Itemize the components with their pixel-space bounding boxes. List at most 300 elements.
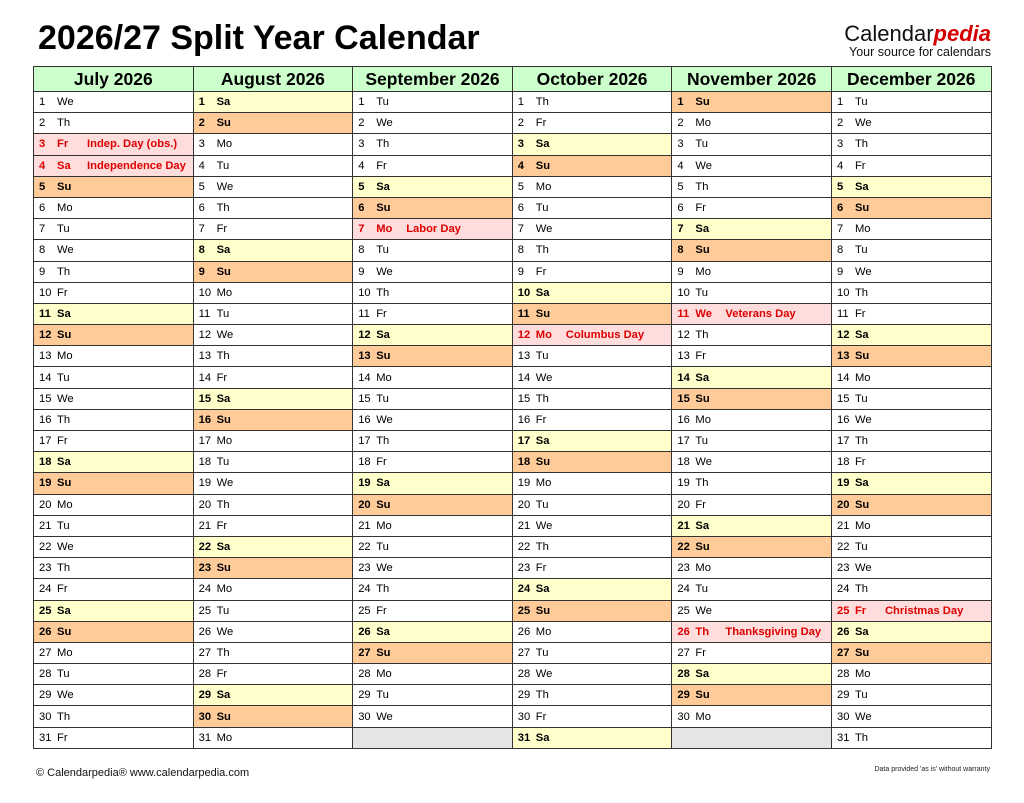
weekday-label: We	[535, 223, 553, 236]
table-row	[34, 685, 992, 706]
day-number: 25	[39, 604, 52, 617]
day-number: 1	[677, 96, 684, 109]
day-cell	[831, 706, 991, 727]
day-number: 24	[677, 583, 690, 596]
day-cell	[193, 409, 353, 430]
day-cell	[672, 388, 832, 409]
day-cell	[831, 282, 991, 303]
day-number: 10	[198, 286, 212, 299]
table-row	[34, 367, 992, 388]
holiday-day-cell	[34, 134, 194, 155]
copyright-text: © Calendarpedia® www.calendarpedia.com	[36, 767, 250, 779]
weekday-label: Tu	[57, 223, 70, 236]
day-number: 28	[39, 668, 52, 681]
weekday-label: Fr	[216, 223, 228, 236]
day-cell	[193, 515, 353, 536]
day-number: 2	[677, 117, 684, 130]
day-cell	[672, 197, 832, 218]
day-number: 27	[39, 646, 52, 659]
day-number: 17	[198, 435, 212, 448]
weekday-label: Sa	[695, 223, 710, 236]
weekday-label: Su	[376, 646, 391, 659]
weekday-label: We	[695, 456, 712, 469]
day-number: 25	[358, 604, 371, 617]
day-number: 13	[836, 350, 850, 363]
day-cell	[831, 685, 991, 706]
weekday-label: Su	[854, 202, 870, 215]
day-cell	[831, 346, 991, 367]
weekday-label: Sa	[854, 329, 869, 342]
day-cell	[512, 367, 672, 388]
weekday-label: Tu	[57, 371, 70, 384]
weekday-label: Su	[57, 477, 72, 490]
day-cell	[353, 536, 513, 557]
day-number: 21	[517, 519, 531, 532]
holiday-name: Labor Day	[406, 223, 461, 236]
day-cell	[353, 431, 513, 452]
day-number: 12	[836, 329, 850, 342]
day-number: 13	[517, 350, 531, 363]
day-cell	[193, 388, 353, 409]
day-cell	[831, 452, 991, 473]
day-cell	[672, 685, 832, 706]
day-cell	[672, 558, 832, 579]
calendar-body	[34, 92, 992, 749]
day-number: 29	[677, 689, 690, 702]
table-row	[34, 515, 992, 536]
table-row	[34, 176, 992, 197]
day-number: 20	[517, 498, 531, 511]
day-number: 25	[677, 604, 690, 617]
day-cell	[353, 452, 513, 473]
weekday-label: Su	[57, 329, 72, 342]
day-cell	[512, 558, 672, 579]
day-cell	[512, 642, 672, 663]
day-number: 1	[517, 96, 525, 109]
day-cell	[353, 642, 513, 663]
weekday-label: Fr	[854, 307, 866, 320]
weekday-label: We	[216, 180, 234, 193]
weekday-label: Mo	[535, 625, 552, 638]
weekday-label: Th	[376, 435, 390, 448]
month-header-row	[34, 67, 992, 92]
day-cell	[512, 346, 672, 367]
day-cell	[34, 92, 194, 113]
day-number: 31	[836, 731, 850, 744]
weekday-label: Th	[854, 435, 869, 448]
table-row	[34, 197, 992, 218]
day-number: 2	[836, 117, 844, 130]
weekday-label: Su	[376, 202, 391, 215]
day-number: 22	[677, 541, 690, 554]
day-number: 5	[836, 180, 844, 193]
day-number: 23	[677, 562, 690, 575]
day-number: 3	[677, 138, 684, 151]
day-cell	[353, 303, 513, 324]
day-number: 21	[39, 519, 52, 532]
day-cell	[353, 346, 513, 367]
table-row	[34, 452, 992, 473]
day-number: 25	[198, 604, 212, 617]
day-cell	[34, 240, 194, 261]
day-number: 7	[677, 223, 684, 236]
day-cell	[831, 664, 991, 685]
weekday-label: Su	[695, 392, 710, 405]
day-number: 30	[517, 710, 531, 723]
weekday-label: Tu	[535, 646, 549, 659]
day-number: 4	[358, 159, 365, 172]
day-cell	[193, 92, 353, 113]
weekday-label: Fr	[535, 710, 547, 723]
day-number: 30	[39, 710, 52, 723]
weekday-label: Th	[376, 286, 390, 299]
day-cell	[34, 727, 194, 748]
day-cell	[193, 664, 353, 685]
weekday-label: We	[854, 562, 872, 575]
weekday-label: Sa	[216, 392, 231, 405]
day-number: 10	[39, 286, 52, 299]
day-cell	[512, 388, 672, 409]
weekday-label: We	[535, 371, 553, 384]
day-number: 8	[517, 244, 525, 257]
day-cell	[353, 706, 513, 727]
day-number: 3	[39, 138, 46, 151]
day-cell	[34, 409, 194, 430]
table-row	[34, 621, 992, 642]
day-cell	[353, 473, 513, 494]
weekday-label: Su	[535, 456, 551, 469]
weekday-label: Th	[535, 689, 549, 702]
day-number: 24	[517, 583, 531, 596]
weekday-label: Mo	[535, 329, 552, 342]
holiday-day-cell	[831, 600, 991, 621]
day-cell	[34, 621, 194, 642]
day-number: 10	[677, 286, 690, 299]
weekday-label: Mo	[854, 519, 871, 532]
weekday-label: Sa	[216, 689, 231, 702]
day-cell	[193, 536, 353, 557]
day-cell	[512, 579, 672, 600]
table-row	[34, 325, 992, 346]
day-number: 27	[198, 646, 212, 659]
weekday-label: We	[216, 625, 234, 638]
weekday-label: We	[57, 392, 74, 405]
table-row	[34, 579, 992, 600]
weekday-label: Su	[854, 498, 870, 511]
holiday-name: Christmas Day	[884, 604, 964, 617]
day-number: 10	[517, 286, 531, 299]
weekday-label: Sa	[57, 604, 71, 617]
weekday-label: Fr	[695, 350, 706, 363]
day-number: 11	[39, 307, 51, 320]
disclaimer-text: Data provided 'as is' without warranty	[874, 766, 990, 773]
weekday-label: Tu	[535, 498, 549, 511]
weekday-label: Sa	[376, 329, 390, 342]
weekday-label: We	[376, 562, 393, 575]
day-number: 19	[517, 477, 531, 490]
day-cell	[353, 579, 513, 600]
weekday-label: Su	[216, 413, 231, 426]
day-number: 28	[677, 668, 690, 681]
day-cell	[353, 664, 513, 685]
weekday-label: We	[376, 265, 393, 278]
day-number: 22	[358, 541, 371, 554]
table-row	[34, 92, 992, 113]
day-cell	[672, 452, 832, 473]
weekday-label: Th	[216, 350, 230, 363]
day-number: 15	[39, 392, 52, 405]
weekday-label: Sa	[695, 371, 710, 384]
day-cell	[34, 473, 194, 494]
day-cell	[831, 473, 991, 494]
weekday-label: Su	[57, 180, 72, 193]
day-cell	[193, 325, 353, 346]
day-cell	[512, 197, 672, 218]
brand-name-plain: Calendar	[844, 21, 934, 46]
day-cell	[353, 155, 513, 176]
weekday-label: Mo	[376, 519, 392, 532]
day-number: 17	[358, 435, 371, 448]
day-number: 28	[358, 668, 371, 681]
day-cell	[831, 367, 991, 388]
day-cell	[353, 240, 513, 261]
day-cell	[512, 155, 672, 176]
weekday-label: Fr	[695, 646, 706, 659]
weekday-label: Th	[376, 583, 390, 596]
day-number: 19	[358, 477, 371, 490]
day-cell	[672, 325, 832, 346]
day-cell	[831, 642, 991, 663]
weekday-label: Tu	[854, 392, 868, 405]
weekday-label: Th	[854, 286, 869, 299]
table-row	[34, 113, 992, 134]
holiday-name: Indep. Day (obs.)	[87, 138, 178, 151]
day-number: 7	[198, 223, 205, 236]
day-number: 6	[358, 202, 365, 215]
day-number: 8	[39, 244, 46, 257]
day-cell	[672, 155, 832, 176]
day-number: 6	[677, 202, 684, 215]
day-number: 12	[39, 329, 52, 342]
day-number: 21	[358, 519, 371, 532]
day-cell	[34, 282, 194, 303]
day-number: 13	[677, 350, 690, 363]
day-cell	[512, 600, 672, 621]
day-number: 18	[198, 456, 212, 469]
weekday-label: Th	[57, 265, 71, 278]
day-number: 18	[517, 456, 531, 469]
weekday-label: Tu	[535, 350, 549, 363]
day-number: 25	[517, 604, 531, 617]
day-number: 15	[198, 392, 212, 405]
day-number: 26	[517, 625, 531, 638]
weekday-label: Sa	[376, 180, 390, 193]
day-cell	[193, 642, 353, 663]
day-cell	[672, 473, 832, 494]
weekday-label: Th	[376, 138, 390, 151]
day-cell	[34, 494, 194, 515]
weekday-label: Sa	[57, 307, 71, 320]
weekday-label: Tu	[376, 689, 389, 702]
weekday-label: Th	[57, 562, 71, 575]
day-number: 19	[39, 477, 52, 490]
day-cell	[34, 452, 194, 473]
day-cell	[512, 113, 672, 134]
weekday-label: Fr	[216, 371, 228, 384]
day-number: 23	[358, 562, 371, 575]
day-number: 9	[358, 265, 365, 278]
weekday-label: Mo	[57, 498, 73, 511]
day-cell	[353, 176, 513, 197]
day-cell	[34, 219, 194, 240]
day-cell	[672, 240, 832, 261]
day-cell	[672, 367, 832, 388]
weekday-label: Tu	[854, 244, 868, 257]
table-row	[34, 536, 992, 557]
weekday-label: Mo	[216, 583, 233, 596]
day-cell	[831, 727, 991, 748]
weekday-label: Tu	[57, 519, 70, 532]
table-row	[34, 642, 992, 663]
day-number: 18	[677, 456, 690, 469]
day-number: 14	[517, 371, 531, 384]
day-cell	[193, 558, 353, 579]
day-number: 5	[198, 180, 205, 193]
day-number: 28	[517, 668, 531, 681]
day-cell	[512, 134, 672, 155]
weekday-label: Fr	[216, 668, 228, 681]
table-row	[34, 388, 992, 409]
weekday-label: Fr	[854, 159, 866, 172]
month-header-november: November 2026	[672, 67, 832, 92]
weekday-label: Tu	[695, 435, 709, 448]
weekday-label: Mo	[376, 668, 392, 681]
day-cell	[193, 727, 353, 748]
weekday-label: Su	[854, 350, 870, 363]
day-number: 6	[39, 202, 46, 215]
day-cell	[512, 536, 672, 557]
day-number: 7	[39, 223, 46, 236]
weekday-label: We	[854, 265, 872, 278]
day-cell	[353, 261, 513, 282]
day-cell	[353, 685, 513, 706]
day-number: 6	[836, 202, 844, 215]
weekday-label: Th	[535, 96, 549, 109]
day-number: 26	[198, 625, 212, 638]
weekday-label: Sa	[695, 668, 710, 681]
day-cell	[512, 240, 672, 261]
day-number: 23	[39, 562, 52, 575]
weekday-label: Tu	[695, 583, 709, 596]
day-number: 20	[358, 498, 371, 511]
weekday-label: Su	[695, 244, 710, 257]
day-cell	[512, 727, 672, 748]
day-cell	[512, 219, 672, 240]
weekday-label: We	[854, 117, 872, 130]
weekday-label: Th	[216, 498, 230, 511]
holiday-name: Veterans Day	[725, 307, 796, 320]
weekday-label: Sa	[535, 435, 550, 448]
weekday-label: We	[695, 604, 712, 617]
table-row	[34, 664, 992, 685]
day-number: 8	[677, 244, 684, 257]
weekday-label: We	[535, 519, 553, 532]
weekday-label: Sa	[535, 583, 550, 596]
weekday-label: Fr	[854, 456, 866, 469]
weekday-label: Mo	[216, 731, 233, 744]
day-number: 15	[358, 392, 371, 405]
page-title: 2026/27 Split Year Calendar	[38, 19, 480, 57]
day-cell	[193, 176, 353, 197]
day-cell	[831, 494, 991, 515]
weekday-label: Su	[535, 604, 551, 617]
day-number: 30	[198, 710, 212, 723]
day-cell	[193, 240, 353, 261]
day-cell	[672, 642, 832, 663]
day-cell	[831, 176, 991, 197]
weekday-label: Sa	[57, 456, 71, 469]
day-cell	[512, 282, 672, 303]
day-cell	[831, 621, 991, 642]
weekday-label: Th	[695, 477, 709, 490]
weekday-label: Sa	[695, 519, 710, 532]
day-number: 9	[677, 265, 684, 278]
day-cell	[831, 197, 991, 218]
weekday-label: We	[57, 541, 74, 554]
day-cell	[193, 367, 353, 388]
day-number: 18	[39, 456, 52, 469]
weekday-label: Su	[216, 562, 231, 575]
day-number: 22	[198, 541, 212, 554]
table-row	[34, 706, 992, 727]
day-number: 12	[198, 329, 212, 342]
day-cell	[672, 600, 832, 621]
day-number: 11	[517, 307, 530, 320]
day-number: 31	[198, 731, 212, 744]
day-number: 14	[836, 371, 850, 384]
month-header-july: July 2026	[34, 67, 194, 92]
day-cell	[512, 92, 672, 113]
weekday-label: Fr	[535, 265, 547, 278]
day-number: 1	[358, 96, 365, 109]
day-number: 26	[836, 625, 850, 638]
day-number: 24	[358, 583, 371, 596]
day-number: 17	[836, 435, 850, 448]
day-cell	[193, 113, 353, 134]
day-cell	[353, 621, 513, 642]
weekday-label: Fr	[535, 413, 547, 426]
weekday-label: We	[57, 689, 74, 702]
day-cell	[672, 664, 832, 685]
table-row	[34, 155, 992, 176]
weekday-label: We	[216, 477, 234, 490]
table-row	[34, 303, 992, 324]
day-number: 17	[677, 435, 690, 448]
day-cell	[193, 134, 353, 155]
weekday-label: Mo	[695, 710, 711, 723]
day-number: 4	[39, 159, 46, 172]
day-number: 28	[836, 668, 850, 681]
weekday-label: We	[57, 96, 74, 109]
day-number: 24	[39, 583, 52, 596]
weekday-label: Mo	[216, 435, 233, 448]
day-number: 17	[517, 435, 531, 448]
weekday-label: Th	[57, 413, 71, 426]
day-number: 10	[358, 286, 371, 299]
weekday-label: We	[695, 159, 712, 172]
day-number: 13	[358, 350, 371, 363]
weekday-label: Sa	[854, 625, 869, 638]
